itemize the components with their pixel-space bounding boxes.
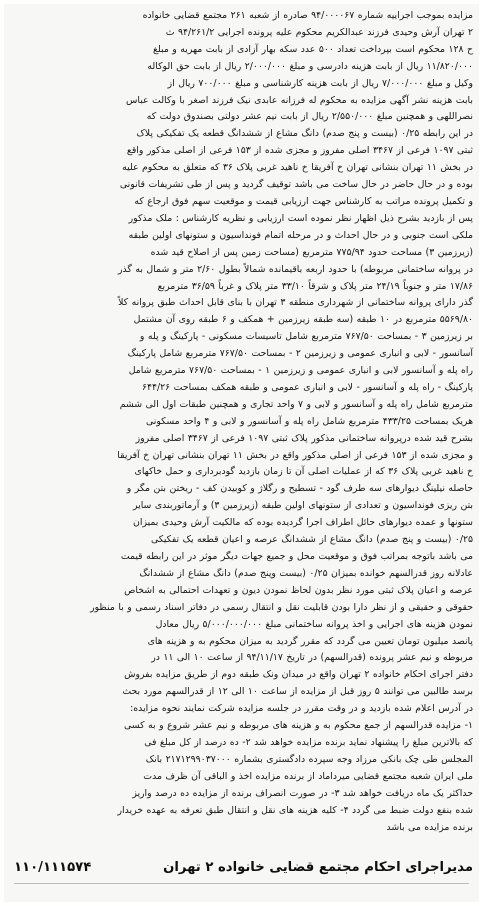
auction-notice-text: مزایده بموجب اجراییه شماره ۹۴/۰۰۰۰۶۷ صادره از شعبه ۲۶۱ مجتمع قضایی خانواده ۲ تهران آرش وحیدی فرزند عبدالکریم محکوم علیه پرونده اجرایی ۹۴/۲۶۱/۲ ث ح ۱۲۸ محکوم است بپرداخت تعداد ۵۰۰ عدد سکه بهار آزادی از بابت مهریه و مبلغ ۱۱/۸۲۰/۰۰۰ ریال از بابت هزینه دادرسی و مبلغ ۲/۰۰۰/۰۰۰ ریال از بابت حق الوکاله وکیل و مبلغ ۷/۰۰۰/۰۰۰ ریال از بابت هزینه کارشناسی و مبلغ ۷۰۰/۰۰۰ ریال از بابت هزینه نشر آگهی مزایده به محکوم له فرزانه عابدی نیک فرزند اصغر با وکالت عباس نصراللهی و همچنین مبلغ ۲/۵۵۰/۰۰۰ ریال از بابت نیم عشر دولتی بصندوق دولت که در این رابطه ۰/۲۵ (بیست و پنج صدم) دانگ مشاع از ششدانگ قطعه یک تفکیکی پلاک ثبتی ۱۰۹۷ فرعی از ۳۴۶۷ اصلی مفروز و مجزی شده از ۱۵۳ فرعی از اصلی مذکور واقع در بخش ۱۱ تهران بنشانی تهران خ آفریقا خ ناهید غربی پلاک ۳۶ که متعلق به محکوم علیه بوده و در حال حاضر در حال ساخت می باشد توقیف گردید و پس از طی تشریفات قانونی و تکمیل پرونده مراتب به کارشناس جهت ارزیابی قیمت و موقعیت سهم فوق ارجاع که پس از بازدید بشرح ذیل اظهار نظر نموده است ارزیابی و نظریه کارشناس : ملک مذکور ملکی است جنوبی و در حال احداث و در مرحله اتمام فونداسیون و ستونهای اولین طبقه (زیرزمین ۳) مساحت حدود ۷۷۵/۹۴ مترمربع (مساحت زمین پس از اصلاح قید شده در پروانه ساختمانی مربوطه) با حدود اربعه باقیمانده شمالاً بطول ۲/۶۰ متر و شمال به گذر ۱۷/۸۶ متر و جنوباً ۲۴/۱۹ متر پلاک و شرقاً ۳۳/۱۰ متر پلاک و غرباً ۳۶/۵۹ مترمربع گذر دارای پروانه ساختمانی از شهرداری منطقه ۳ تهران با بنای قابل احداث طبق پروانه کلاً ۵۵۶۹/۸۰ مترمربع در ۱۰ طبقه (سه طبقه زیرزمین + همکف و ۶ طبقه روی آن مشتمل بر زیرزمین ۳ - بمساحت ۷۶۷/۵۰ مترمربع شامل تاسیسات مسکونی - پارکینگ و پله و آسانسور - لابی و انباری عمومی و زیرزمین ۲ - بمساحت ۷۶۷/۵۰ مترمربع شامل پارکینگ راه پله و آسانسور لابی و انباری عمومی و زیرزمین ۱ - بمساحت ۷۶۷/۵۰ مترمربع شامل پارکینگ - راه پله و آسانسور - لابی و انباری عمومی و طبقه همکف بمساحت ۶۴۴/۲۶ مترمربع شامل راه پله و آسانسور و لابی و ۷ واحد تجاری و همچنین طبقات اول الی ششم هریک بمساحت ۴۳۳/۲۵ مترمربع شامل راه پله و آسانسور و لابی و ۴ واحد مسکونی بشرح قید شده درپروانه ساختمانی مذکور پلاک ثبتی ۱۰۹۷ فرعی از ۳۴۶۷ اصلی مفروز و مجزی شده از ۱۵۳ فرعی از اصلی مذکور واقع در بخش ۱۱ تهران بنشانی تهران خ آفریقا خ ناهید غربی پلاک ۳۶ که از عملیات اصلی آن تا زمان بازدید گودبرداری و حمل خاکهای حاصله نیلینگ دیوارهای سه طرف گود - تسطیح و رگلاژ و کوبیدن کف - ریختن بتن مگر و بتن ریزی فونداسیون و تعدادی از ستونهای اولین طبقه (زیرزمین ۳) و آرماتوربندی سایر ستونها و عمده دیوارهای حائل اطراف اجرا گردیده بوده که مالکیت آرش وحیدی بمیزان ۰/۲۵ (بیست و پنج صدم) دانگ مشاع از ششدانگ عرصه و اعیان قطعه یک تفکیکی می باشد باتوجه بمراتب فوق و موقعیت محل و جمیع جهات دیگر موثر در این رابطه قیمت عادلانه روز قدرالسهم خوانده بمیزان ۰/۲۵ (بیست وپنج صدم) دانگ مشاع از ششدانگ عرصه و اعیان پلاک ثبتی مورد نظر بدون لحاظ نمودن دیون و تعهدات احتمالی به اشخاص حقوقی و حقیقی و از نظر دارا بودن قابلیت نقل و انتقال رسمی در دفاتر اسناد رسمی و با منظور نمودن هزینه های اجرایی و اخذ پروانه ساختمانی مبلغ ۵/۰۰۰/۰۰۰/۰۰۰ ریال معادل پانصد میلیون تومان تعیین می گردد که مقرر گردید به میزان محکوم به و هزینه های مربوطه و نیم عشر پرونده (قدرالسهم) در تاریخ ۹۴/۱۱/۱۷ از ساعت ۱۰ الی ۱۱ در دفتر اجرای احکام خانواده ۲ تهران واقع در میدان ونک طبقه دوم از طریق مزایده بفروش برسد طالبین می توانند ۵ روز قبل از مزایده از ساعت ۱۰ الی ۱۲ از قدرالسهم مورد بحث در آدرس اعلام شده بازدید و در وقت مقرر در جلسه مزایده شرکت نمایند نحوه مزایده: ۱- مزایده قدرالسهم از جمع محکوم به و هزینه های مربوطه و نیم عشر شروع و به کسی که بالاترین مبلغ را پیشنهاد نماید برنده مزایده خواهد شد ۲- ده درصد از کل مبلغ فی المجلس طی چک بانکی مرزاد وجه سپرده دادگستری بشماره ۲۱۷۱۲۹۹۰۳۷۰۰۰ بانک ملی ایران شعبه مجتمع قضایی میرداماد از برنده مزایده اخذ و الباقی آن ظرف مدت حداکثر یک ماه دریافت خواهد شد ۳- در صورت انصراف برنده از مزایده ده درصد واریز شده بنفع دولت ضبط می گردد ۴- کلیه هزینه های نقل و انتقال طبق تعرفه به عهده خریدار برنده مزایده می باشد	[90, 10, 473, 833]
reference-number: ۱۱۰/۱۱۱۵۷۴	[14, 859, 92, 875]
issuer-signature-line: مدیراجرای احکام مجتمع قضایی خانواده ۲ تهران	[163, 859, 473, 875]
bottom-divider	[14, 883, 469, 884]
notice-footer	[10, 856, 473, 878]
newspaper-clipping	[4, 4, 479, 902]
